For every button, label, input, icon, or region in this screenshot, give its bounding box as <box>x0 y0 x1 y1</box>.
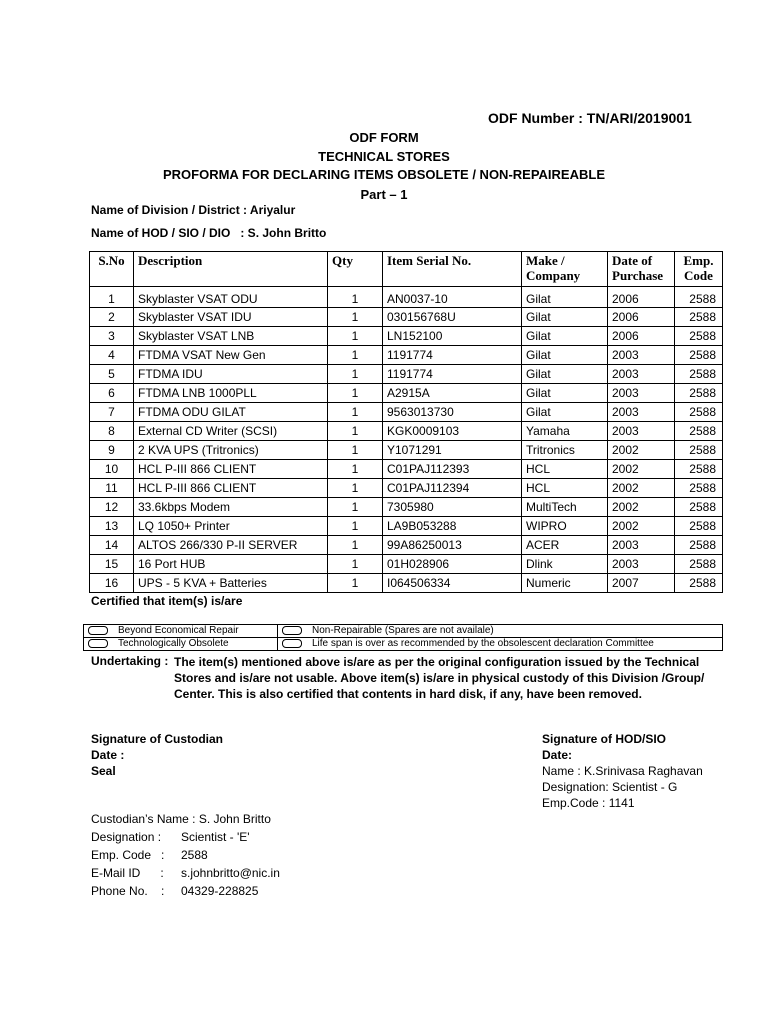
cell-serial: C01PAJ112394 <box>383 479 522 498</box>
cell-sno: 2 <box>90 308 134 327</box>
table-row <box>90 441 723 460</box>
cell-date: 2006 <box>608 287 675 308</box>
header-serial: Item Serial No. <box>383 252 522 287</box>
header-make: Make / Company <box>522 252 608 287</box>
cell-serial: 01H028906 <box>383 555 522 574</box>
cell-sno: 8 <box>90 422 134 441</box>
cell-serial: Y1071291 <box>383 441 522 460</box>
custodian-seal: Seal <box>91 764 116 778</box>
hod-designation: Designation: Scientist - G <box>542 780 678 794</box>
cell-sno: 6 <box>90 384 134 403</box>
cell-serial: C01PAJ112393 <box>383 460 522 479</box>
cell-description: 2 KVA UPS (Tritronics) <box>134 441 328 460</box>
option-tech-obsolete[interactable] <box>84 638 278 651</box>
table-row <box>90 555 723 574</box>
cell-qty: 1 <box>328 555 383 574</box>
table-row <box>90 287 723 308</box>
cell-description: Skyblaster VSAT ODU <box>134 287 328 308</box>
cell-qty: 1 <box>328 365 383 384</box>
cell-serial: KGK0009103 <box>383 422 522 441</box>
cell-make: Gilat <box>522 346 608 365</box>
option-life-span-over[interactable] <box>278 638 723 651</box>
email-label: E-Mail ID : <box>91 866 164 880</box>
table-row <box>90 517 723 536</box>
table-row <box>90 460 723 479</box>
cell-emp-code: 2588 <box>675 422 723 441</box>
cell-make: Numeric <box>522 574 608 593</box>
cell-qty: 1 <box>328 287 383 308</box>
form-title: ODF FORM <box>349 130 419 145</box>
header-description: Description <box>134 252 328 287</box>
custodian-email <box>91 864 280 882</box>
proforma-heading: PROFORMA FOR DECLARING ITEMS OBSOLETE / NON-REPAIREABLE <box>162 167 605 182</box>
cell-date: 2002 <box>608 460 675 479</box>
table-row <box>90 422 723 441</box>
cell-description: 33.6kbps Modem <box>134 498 328 517</box>
phone-label: Phone No. : <box>91 884 165 898</box>
cell-description: ALTOS 266/330 P-II SERVER <box>134 536 328 555</box>
cell-date: 2006 <box>608 327 675 346</box>
cell-make: Dlink <box>522 555 608 574</box>
cell-serial: 9563013730 <box>383 403 522 422</box>
cell-description: FTDMA LNB 1000PLL <box>134 384 328 403</box>
cell-emp-code: 2588 <box>675 403 723 422</box>
cell-emp-code: 2588 <box>675 479 723 498</box>
division-name: Name of Division / District : Ariyalur <box>91 203 296 217</box>
hod-name: Name : K.Srinivasa Raghavan <box>542 764 703 778</box>
email-value: s.johnbritto@nic.in <box>181 866 280 880</box>
cell-sno: 10 <box>90 460 134 479</box>
cell-description: HCL P-III 866 CLIENT <box>134 479 328 498</box>
cell-qty: 1 <box>328 384 383 403</box>
hod-signature-title: Signature of HOD/SIO <box>542 732 667 746</box>
option-non-repairable[interactable] <box>278 625 723 638</box>
cell-description: FTDMA ODU GILAT <box>134 403 328 422</box>
table-row <box>90 346 723 365</box>
cell-make: Tritronics <box>522 441 608 460</box>
odf-number: ODF Number : TN/ARI/2019001 <box>488 110 692 126</box>
undertaking-text: The item(s) mentioned above is/are as per the original configuration issued by the Technical Stores and is/are not usable. Above item(s) is/are in physical custody of this Division /Group/ Center. This is also certified that contents in hard disk, if any, have been removed. <box>174 655 705 701</box>
cell-date: 2003 <box>608 403 675 422</box>
designation-value: Scientist - 'E' <box>181 830 250 844</box>
cell-sno: 14 <box>90 536 134 555</box>
emp-code-label: Emp. Code : <box>91 848 165 862</box>
checkbox-icon[interactable] <box>88 639 108 648</box>
cell-emp-code: 2588 <box>675 460 723 479</box>
cell-emp-code: 2588 <box>675 555 723 574</box>
table-row <box>90 479 723 498</box>
cell-emp-code: 2588 <box>675 287 723 308</box>
cell-emp-code: 2588 <box>675 365 723 384</box>
header-date: Date of Purchase <box>608 252 675 287</box>
cell-qty: 1 <box>328 460 383 479</box>
cell-serial: 99A86250013 <box>383 536 522 555</box>
cell-serial: AN0037-10 <box>383 287 522 308</box>
cell-sno: 11 <box>90 479 134 498</box>
cell-emp-code: 2588 <box>675 327 723 346</box>
checkbox-icon[interactable] <box>282 626 302 635</box>
table-row <box>90 308 723 327</box>
cell-qty: 1 <box>328 479 383 498</box>
option-label: Life span is over as recommended by the obsolescent declaration Committee <box>312 638 654 649</box>
cell-description: UPS - 5 KVA + Batteries <box>134 574 328 593</box>
cell-emp-code: 2588 <box>675 574 723 593</box>
header-qty: Qty <box>328 252 383 287</box>
cell-serial: A2915A <box>383 384 522 403</box>
header-emp-code: Emp. Code <box>675 252 723 287</box>
cell-date: 2003 <box>608 384 675 403</box>
checkbox-icon[interactable] <box>282 639 302 648</box>
hod-signature-block <box>542 731 703 811</box>
designation-label: Designation : <box>91 830 162 844</box>
custodian-designation <box>91 828 280 846</box>
cell-sno: 12 <box>90 498 134 517</box>
cell-make: HCL <box>522 460 608 479</box>
cell-date: 2002 <box>608 517 675 536</box>
option-label: Technologically Obsolete <box>118 638 229 649</box>
table-row <box>90 365 723 384</box>
phone-value: 04329-228825 <box>181 884 259 898</box>
cell-qty: 1 <box>328 536 383 555</box>
emp-code-value: 2588 <box>181 848 208 862</box>
cell-description: Skyblaster VSAT IDU <box>134 308 328 327</box>
cell-make: ACER <box>522 536 608 555</box>
custodian-emp-code <box>91 846 280 864</box>
cell-serial: 030156768U <box>383 308 522 327</box>
cell-description: LQ 1050+ Printer <box>134 517 328 536</box>
custodian-date: Date : <box>91 748 125 762</box>
cell-emp-code: 2588 <box>675 308 723 327</box>
cell-description: FTDMA VSAT New Gen <box>134 346 328 365</box>
cell-emp-code: 2588 <box>675 384 723 403</box>
cell-make: Gilat <box>522 384 608 403</box>
cell-description: 16 Port HUB <box>134 555 328 574</box>
cell-serial: LA9B053288 <box>383 517 522 536</box>
cell-date: 2002 <box>608 441 675 460</box>
cell-emp-code: 2588 <box>675 441 723 460</box>
cell-make: Gilat <box>522 308 608 327</box>
cell-serial: 1191774 <box>383 365 522 384</box>
cell-date: 2003 <box>608 536 675 555</box>
cell-sno: 16 <box>90 574 134 593</box>
cell-serial: LN152100 <box>383 327 522 346</box>
cell-qty: 1 <box>328 517 383 536</box>
cell-sno: 7 <box>90 403 134 422</box>
table-row <box>90 574 723 593</box>
cell-qty: 1 <box>328 574 383 593</box>
undertaking-label: Undertaking : <box>91 654 169 668</box>
option-label: Beyond Economical Repair <box>118 625 239 636</box>
cell-sno: 3 <box>90 327 134 346</box>
cell-emp-code: 2588 <box>675 498 723 517</box>
table-row <box>90 384 723 403</box>
table-row <box>90 536 723 555</box>
header-sno: S.No <box>90 252 134 287</box>
cell-date: 2007 <box>608 574 675 593</box>
cell-make: Gilat <box>522 403 608 422</box>
cell-date: 2002 <box>608 479 675 498</box>
cell-make: Yamaha <box>522 422 608 441</box>
status-options-table <box>83 624 723 651</box>
cell-qty: 1 <box>328 346 383 365</box>
cell-date: 2003 <box>608 346 675 365</box>
certified-label: Certified that item(s) is/are <box>91 594 243 608</box>
table-row <box>90 403 723 422</box>
cell-date: 2006 <box>608 308 675 327</box>
custodian-signature-title: Signature of Custodian <box>91 732 223 746</box>
cell-date: 2003 <box>608 422 675 441</box>
hod-name: Name of HOD / SIO / DIO : S. John Britto <box>91 226 327 240</box>
custodian-phone <box>91 882 280 900</box>
checkbox-icon[interactable] <box>88 626 108 635</box>
hod-date: Date: <box>542 748 573 762</box>
cell-make: WIPRO <box>522 517 608 536</box>
cell-emp-code: 2588 <box>675 536 723 555</box>
cell-date: 2003 <box>608 555 675 574</box>
cell-make: MultiTech <box>522 498 608 517</box>
cell-qty: 1 <box>328 403 383 422</box>
cell-date: 2002 <box>608 498 675 517</box>
cell-sno: 15 <box>90 555 134 574</box>
cell-description: HCL P-III 866 CLIENT <box>134 460 328 479</box>
cell-qty: 1 <box>328 498 383 517</box>
custodian-signature-block <box>91 731 223 779</box>
option-beyond-repair[interactable] <box>84 625 278 638</box>
form-subtitle: TECHNICAL STORES <box>318 149 450 164</box>
cell-make: Gilat <box>522 287 608 308</box>
custodian-name: Custodian’s Name : S. John Britto <box>91 812 271 826</box>
cell-qty: 1 <box>328 441 383 460</box>
cell-sno: 9 <box>90 441 134 460</box>
cell-qty: 1 <box>328 422 383 441</box>
cell-make: Gilat <box>522 327 608 346</box>
cell-description: Skyblaster VSAT LNB <box>134 327 328 346</box>
cell-sno: 5 <box>90 365 134 384</box>
cell-sno: 4 <box>90 346 134 365</box>
cell-qty: 1 <box>328 308 383 327</box>
option-label: Non-Repairable (Spares are not availale) <box>312 625 494 636</box>
cell-serial: 7305980 <box>383 498 522 517</box>
cell-date: 2003 <box>608 365 675 384</box>
table-row <box>90 327 723 346</box>
cell-sno: 1 <box>90 287 134 308</box>
cell-emp-code: 2588 <box>675 517 723 536</box>
hod-emp-code: Emp.Code : 1141 <box>542 796 635 810</box>
cell-make: Gilat <box>522 365 608 384</box>
cell-description: External CD Writer (SCSI) <box>134 422 328 441</box>
cell-serial: 1191774 <box>383 346 522 365</box>
items-body <box>90 287 723 593</box>
part-label: Part – 1 <box>360 187 408 202</box>
cell-sno: 13 <box>90 517 134 536</box>
cell-make: HCL <box>522 479 608 498</box>
items-table <box>89 251 723 593</box>
cell-description: FTDMA IDU <box>134 365 328 384</box>
cell-serial: I064506334 <box>383 574 522 593</box>
table-row <box>90 498 723 517</box>
custodian-details <box>91 810 280 900</box>
cell-qty: 1 <box>328 327 383 346</box>
cell-emp-code: 2588 <box>675 346 723 365</box>
table-header-row <box>90 252 723 287</box>
